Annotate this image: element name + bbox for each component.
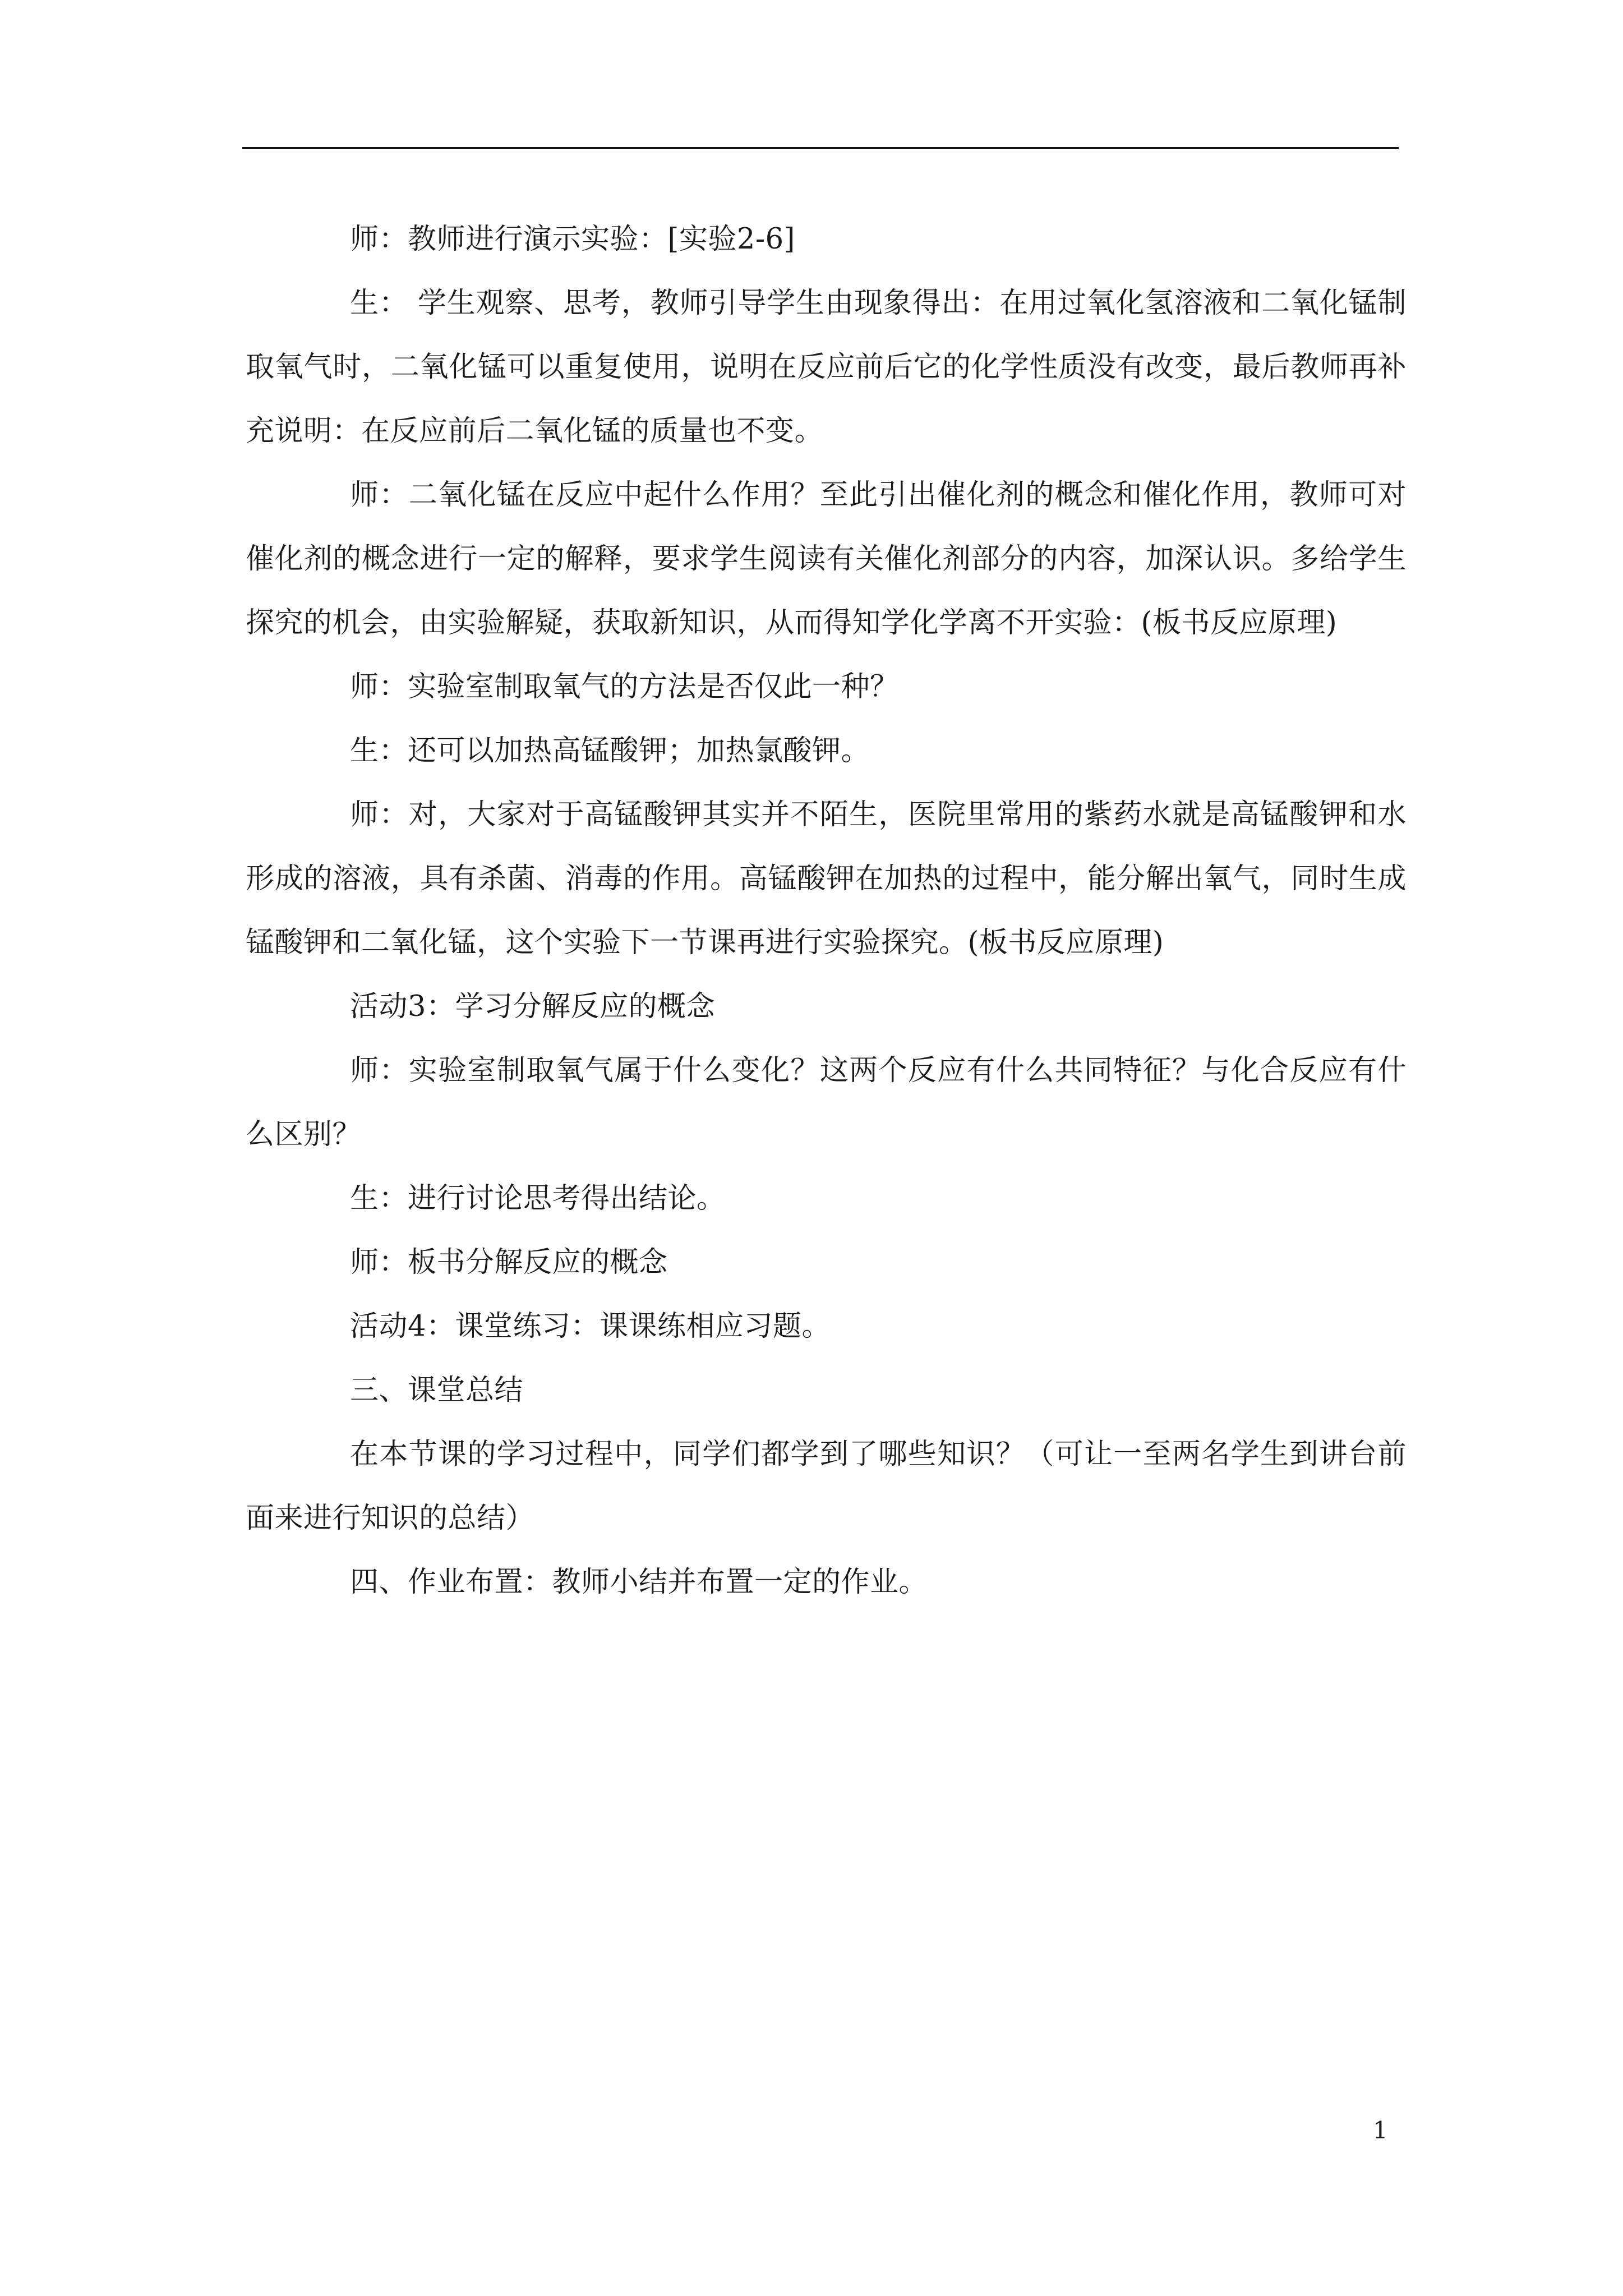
paragraph-activity-4: 活动4：课堂练习：课课练相应习题。 xyxy=(350,1310,831,1343)
paragraph-reaction-type-question: 师：实验室制取氧气属于什么变化？这两个反应有什么共同特征？与化合反应有什么区别？ xyxy=(246,1054,1407,1151)
document-body xyxy=(246,208,1407,1614)
section-heading-summary: 三、课堂总结 xyxy=(350,1374,524,1407)
page-number: 1 xyxy=(1373,2116,1388,2144)
header-rule xyxy=(242,147,1399,149)
paragraph-summary: 在本节课的学习过程中，同学们都学到了哪些知识？（可让一至两名学生到讲台前面来进行知识的总结） xyxy=(246,1438,1407,1535)
paragraph-permanganate: 师：对，大家对于高锰酸钾其实并不陌生，医院里常用的紫药水就是高锰酸钾和水形成的溶液，具有杀菌、消毒的作用。高锰酸钾在加热的过程中，能分解出氧气，同时生成锰酸钾和二氧化锰，这个实验下一节课再进行实验探究。(板书反应原理) xyxy=(246,798,1407,959)
paragraph-student-observe: 生： 学生观察、思考，教师引导学生由现象得出：在用过氧化氢溶液和二氧化锰制取氧气时，二氧化锰可以重复使用，说明在反应前后它的化学性质没有改变，最后教师再补充说明：在反应前后二氧化锰的质量也不变。 xyxy=(246,287,1407,448)
paragraph-teacher-demo: 师：教师进行演示实验：[实验2-6] xyxy=(350,223,795,256)
paragraph-student-discussion: 生：进行讨论思考得出结论。 xyxy=(350,1182,726,1215)
paragraph-teacher-question: 师：实验室制取氧气的方法是否仅此一种？ xyxy=(350,670,899,703)
paragraph-activity-3: 活动3：学习分解反应的概念 xyxy=(350,990,715,1023)
section-heading-homework: 四、作业布置：教师小结并布置一定的作业。 xyxy=(350,1566,928,1599)
paragraph-student-answer: 生：还可以加热高锰酸钾；加热氯酸钾。 xyxy=(350,734,870,767)
paragraph-catalyst: 师：二氧化锰在反应中起什么作用？至此引出催化剂的概念和催化作用，教师可对催化剂的概念进行一定的解释，要求学生阅读有关催化剂部分的内容，加深认识。多给学生探究的机会，由实验解疑，获取新知识，从而得知学化学离不开实验：(板书反应原理) xyxy=(246,478,1407,639)
paragraph-blackboard-concept: 师：板书分解反应的概念 xyxy=(350,1246,668,1279)
